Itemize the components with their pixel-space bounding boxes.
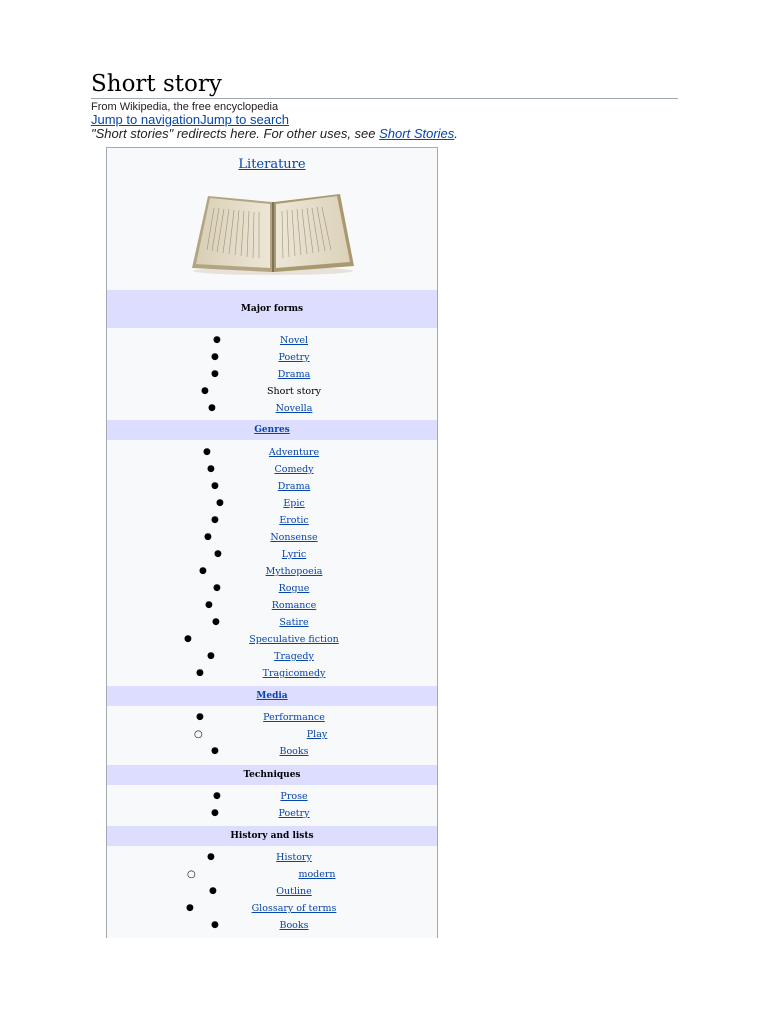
modern-link[interactable]: modern [298,869,336,880]
list-item-tragedy [107,648,437,665]
nonsense-link[interactable]: Nonsense [270,532,318,543]
list-item-glossary [107,900,437,917]
list-item-tragicomedy [107,665,437,682]
novella-link[interactable]: Novella [275,403,313,414]
section-header-genres [107,420,437,440]
bullet-icon: ● [207,852,215,862]
erotic-link[interactable]: Erotic [279,515,309,526]
glossary-of-terms-link[interactable]: Glossary of terms [251,903,337,914]
comedy-link[interactable]: Comedy [274,464,314,475]
section-header-major-forms [107,290,437,328]
bullet-icon: ● [213,335,221,345]
bullet-icon: ● [207,651,215,661]
bullet-icon: ● [203,447,211,457]
drama-link[interactable]: Drama [277,369,311,380]
bullet-icon: ● [211,808,219,818]
list-item-modern [107,866,437,883]
hatnote-suffix: . [454,126,458,141]
bullet-icon: ● [213,583,221,593]
bullet-icon: ● [211,352,219,362]
section-header-techniques [107,765,437,785]
bullet-icon: ● [211,515,219,525]
bullet-icon: ● [207,464,215,474]
hatnote-prefix: "Short stories" redirects here. For other uses, see [91,126,380,141]
section-header-history [107,826,437,846]
list-item-novel [107,332,437,349]
bullet-icon: ● [214,549,222,559]
bullet-icon: ● [211,746,219,756]
list-item-speculative-fiction [107,631,437,648]
bullet-icon: ● [199,566,207,576]
list-item-performance [107,709,437,726]
bullet-icon: ● [186,903,194,913]
literature-infobox [106,147,438,938]
list-item-play [107,726,437,743]
site-tagline: From Wikipedia, the free encyclopedia [91,101,279,113]
hollow-bullet-icon: ○ [187,869,196,880]
list-item-books-media [107,743,437,760]
techniques-heading: Techniques [243,770,301,780]
list-item-drama [107,366,437,383]
prose-link[interactable]: Prose [280,791,308,802]
poetry-technique-link[interactable]: Poetry [278,808,310,819]
lyric-link[interactable]: Lyric [281,549,307,560]
bullet-icon: ● [204,532,212,542]
satire-link[interactable]: Satire [279,617,309,628]
tragedy-link[interactable]: Tragedy [274,651,314,662]
hatnote [91,126,458,142]
infobox-title [107,157,437,173]
list-item-nonsense [107,529,437,546]
bullet-icon: ● [213,791,221,801]
history-link[interactable]: History [276,852,312,863]
bullet-icon: ● [209,886,217,896]
list-item-prose [107,788,437,805]
section-header-media [107,686,437,706]
list-item-lyric [107,546,437,563]
list-item-epic [107,495,437,512]
list-item-romance [107,597,437,614]
mythopoeia-link[interactable]: Mythopoeia [265,566,323,577]
list-item-adventure [107,444,437,461]
page-title: Short story [91,71,222,97]
bullet-icon: ● [211,920,219,930]
media-heading-link[interactable]: Media [256,691,288,701]
open-book-image [190,188,356,278]
bullet-icon: ● [211,481,219,491]
list-item-books-history [107,917,437,934]
list-item-poetry [107,349,437,366]
list-item-erotic [107,512,437,529]
bullet-icon: ● [196,668,204,678]
list-item-poetry-technique [107,805,437,822]
list-item-drama-genre [107,478,437,495]
title-divider [91,98,678,99]
play-link[interactable]: Play [306,729,328,740]
jump-to-navigation-link[interactable]: Jump to navigation [91,112,201,127]
romance-link[interactable]: Romance [271,600,317,611]
tragicomedy-link[interactable]: Tragicomedy [262,668,326,679]
bullet-icon: ● [196,712,204,722]
list-item-satire [107,614,437,631]
poetry-link[interactable]: Poetry [278,352,310,363]
list-item-comedy [107,461,437,478]
history-heading: History and lists [230,831,314,841]
list-item-outline [107,883,437,900]
short-stories-link[interactable]: Short Stories [379,126,455,141]
performance-link[interactable]: Performance [263,712,325,723]
speculative-fiction-link[interactable]: Speculative fiction [249,634,339,645]
adventure-link[interactable]: Adventure [268,447,320,458]
list-item-rogue [107,580,437,597]
rogue-link[interactable]: Rogue [278,583,310,594]
hollow-bullet-icon: ○ [194,729,203,740]
genres-heading-link[interactable]: Genres [254,425,290,435]
books-media-link[interactable]: Books [279,746,309,757]
bullet-icon: ● [212,617,220,627]
epic-link[interactable]: Epic [283,498,305,509]
bullet-icon: ● [201,386,209,396]
drama-genre-link[interactable]: Drama [277,481,311,492]
bullet-icon: ● [184,634,192,644]
bullet-icon: ● [216,498,224,508]
jump-to-search-link[interactable]: Jump to search [200,112,289,127]
novel-link[interactable]: Novel [279,335,309,346]
bullet-icon: ● [211,369,219,379]
list-item-short-story [107,383,437,400]
bullet-icon: ● [208,403,216,413]
list-item-history [107,849,437,866]
major-forms-heading: Major forms [240,304,304,314]
outline-link[interactable]: Outline [276,886,312,897]
books-history-link[interactable]: Books [279,920,309,931]
list-item-novella [107,400,437,417]
bullet-icon: ● [205,600,213,610]
literature-link[interactable]: Literature [238,157,306,172]
list-item-mythopoeia [107,563,437,580]
short-story-current: Short story [266,386,322,397]
